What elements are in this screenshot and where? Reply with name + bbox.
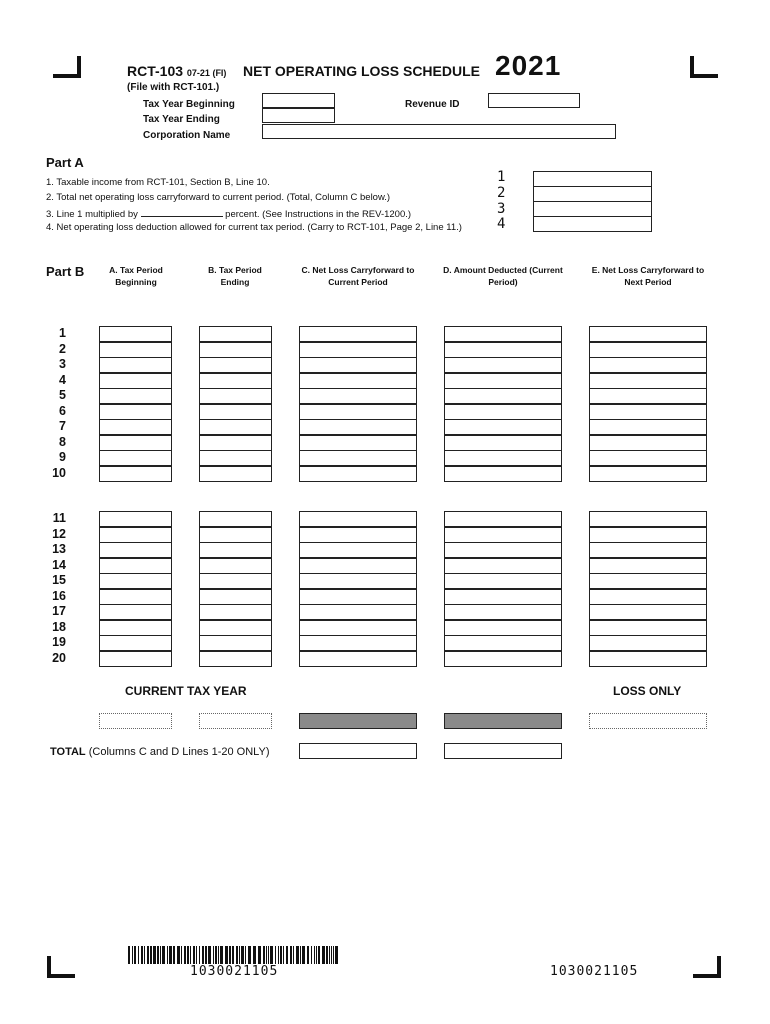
row-6-column-e-field[interactable] (589, 404, 707, 420)
row-5-column-b-field[interactable] (199, 388, 272, 404)
row-18-column-c-field[interactable] (299, 620, 417, 636)
current-year-column-e-field[interactable] (589, 713, 707, 729)
part-a-line-2-text: 2. Total net operating loss carryforward to current period. (Total, Column C below.) (46, 192, 391, 203)
row-15-column-d-field[interactable] (444, 573, 562, 589)
row-8-column-d-field[interactable] (444, 435, 562, 451)
row-7-column-b-field[interactable] (199, 419, 272, 435)
tax-year-beginning-label: Tax Year Beginning (143, 99, 235, 110)
row-3-column-d-field[interactable] (444, 357, 562, 373)
row-5-column-c-field[interactable] (299, 388, 417, 404)
row-10-column-e-field[interactable] (589, 466, 707, 482)
row-1-column-b-field[interactable] (199, 326, 272, 342)
row-number: 15 (52, 573, 66, 587)
row-19-column-b-field[interactable] (199, 635, 272, 651)
current-year-column-a-field[interactable] (99, 713, 172, 729)
row-7-column-d-field[interactable] (444, 419, 562, 435)
row-9-column-e-field[interactable] (589, 450, 707, 466)
part-a-heading: Part A (46, 155, 84, 170)
part-a-line-3-text (46, 207, 411, 220)
row-number: 12 (52, 526, 66, 541)
row-6-column-d-field[interactable] (444, 404, 562, 420)
row-15-column-c-field[interactable] (299, 573, 417, 589)
row-1-column-a-field[interactable] (99, 326, 172, 342)
row-9-column-d-field[interactable] (444, 450, 562, 466)
row-17-column-c-field[interactable] (299, 604, 417, 620)
part-a-line-4-text: 4. Net operating loss deduction allowed for current tax period. (Carry to RCT-101, Page 2, Line 11.) (46, 222, 462, 233)
row-number: 16 (52, 588, 66, 603)
part-a-line-4-number: 4 (497, 216, 507, 232)
total-row-label (50, 746, 269, 758)
row-number: 5 (59, 388, 66, 402)
row-3-column-a-field[interactable] (99, 357, 172, 373)
row-9-column-c-field[interactable] (299, 450, 417, 466)
row-7-column-a-field[interactable] (99, 419, 172, 435)
row-12-column-e-field[interactable] (589, 527, 707, 543)
tax-year-beginning-field[interactable] (262, 93, 335, 108)
tax-year-ending-field[interactable] (262, 108, 335, 123)
row-7-column-e-field[interactable] (589, 419, 707, 435)
row-8-column-c-field[interactable] (299, 435, 417, 451)
row-3-column-c-field[interactable] (299, 357, 417, 373)
row-20-column-b-field[interactable] (199, 651, 272, 667)
row-19-column-c-field[interactable] (299, 635, 417, 651)
part-a-line-1-text: 1. Taxable income from RCT-101, Section B, Line 10. (46, 177, 270, 188)
row-9-column-a-field[interactable] (99, 450, 172, 466)
row-number: 14 (52, 557, 66, 572)
row-number: 9 (59, 450, 66, 464)
revenue-id-label: Revenue ID (405, 99, 460, 110)
form-number (127, 63, 226, 79)
current-tax-year-label: CURRENT TAX YEAR (125, 684, 247, 698)
row-9-column-b-field[interactable] (199, 450, 272, 466)
row-14-column-b-field[interactable] (199, 558, 272, 574)
corner-mark-bottom-right (693, 956, 723, 978)
row-11-column-b-field[interactable] (199, 511, 272, 527)
total-column-c-field[interactable] (299, 743, 417, 759)
row-13-column-d-field[interactable] (444, 542, 562, 558)
row-20-column-d-field[interactable] (444, 651, 562, 667)
row-18-column-b-field[interactable] (199, 620, 272, 636)
percent-blank-field[interactable] (141, 207, 223, 217)
column-b-header: B. Tax Period Ending (208, 265, 262, 287)
row-18-column-a-field[interactable] (99, 620, 172, 636)
row-13-column-e-field[interactable] (589, 542, 707, 558)
row-14-column-c-field[interactable] (299, 558, 417, 574)
row-6-column-c-field[interactable] (299, 404, 417, 420)
total-column-d-field[interactable] (444, 743, 562, 759)
corner-mark-top-right (688, 56, 718, 78)
row-1-column-e-field[interactable] (589, 326, 707, 342)
part-a-line-3-before: 3. Line 1 multiplied by (46, 209, 138, 220)
barcode-icon (128, 946, 340, 966)
row-8-column-e-field[interactable] (589, 435, 707, 451)
corner-mark-bottom-left (45, 956, 75, 978)
row-1-column-d-field[interactable] (444, 326, 562, 342)
row-16-column-e-field[interactable] (589, 589, 707, 605)
row-5-column-d-field[interactable] (444, 388, 562, 404)
row-19-column-e-field[interactable] (589, 635, 707, 651)
row-16-column-c-field[interactable] (299, 589, 417, 605)
row-12-column-d-field[interactable] (444, 527, 562, 543)
row-number: 2 (59, 341, 66, 356)
barcode-number: 1030021105 (190, 964, 279, 979)
row-19-column-a-field[interactable] (99, 635, 172, 651)
current-year-column-c-shaded (299, 713, 417, 729)
file-with-note: (File with RCT-101.) (127, 82, 220, 93)
part-a-line-1-field[interactable] (533, 171, 652, 187)
row-12-column-c-field[interactable] (299, 527, 417, 543)
row-5-column-a-field[interactable] (99, 388, 172, 404)
row-8-column-a-field[interactable] (99, 435, 172, 451)
row-6-column-b-field[interactable] (199, 404, 272, 420)
row-number: 8 (59, 434, 66, 449)
row-number: 7 (59, 419, 66, 433)
row-number: 3 (59, 357, 66, 371)
row-number: 20 (52, 650, 66, 665)
tax-year-ending-label: Tax Year Ending (143, 114, 220, 125)
part-a-line-2-field[interactable] (533, 186, 652, 202)
form-revision: 07-21 (FI) (186, 68, 227, 78)
column-e-header: E. Net Loss Carryforward to Next Period (591, 265, 705, 287)
row-13-column-b-field[interactable] (199, 542, 272, 558)
row-2-column-d-field[interactable] (444, 342, 562, 358)
row-13-column-c-field[interactable] (299, 542, 417, 558)
row-4-column-e-field[interactable] (589, 373, 707, 389)
column-a-header: A. Tax Period Beginning (109, 265, 163, 287)
corporation-name-label: Corporation Name (143, 130, 231, 141)
row-15-column-b-field[interactable] (199, 573, 272, 589)
row-10-column-a-field[interactable] (99, 466, 172, 482)
part-a-line-1-number: 1 (497, 169, 507, 185)
part-b-heading: Part B (46, 264, 85, 279)
row-2-column-a-field[interactable] (99, 342, 172, 358)
row-11-column-e-field[interactable] (589, 511, 707, 527)
row-number: 4 (59, 372, 66, 387)
part-a-line-2-number: 2 (497, 185, 507, 201)
row-10-column-c-field[interactable] (299, 466, 417, 482)
column-d-header: D. Amount Deducted (Current Period) (443, 265, 563, 287)
row-14-column-e-field[interactable] (589, 558, 707, 574)
row-18-column-d-field[interactable] (444, 620, 562, 636)
row-13-column-a-field[interactable] (99, 542, 172, 558)
row-11-column-c-field[interactable] (299, 511, 417, 527)
current-year-column-d-shaded (444, 713, 562, 729)
total-note: (Columns C and D Lines 1-20 ONLY) (88, 746, 270, 758)
row-12-column-a-field[interactable] (99, 527, 172, 543)
row-2-column-e-field[interactable] (589, 342, 707, 358)
row-11-column-d-field[interactable] (444, 511, 562, 527)
column-c-header: C. Net Loss Carryforward to Current Period (301, 265, 415, 287)
part-a-line-3-field[interactable] (533, 201, 652, 217)
row-2-column-c-field[interactable] (299, 342, 417, 358)
row-16-column-b-field[interactable] (199, 589, 272, 605)
row-19-column-d-field[interactable] (444, 635, 562, 651)
row-20-column-e-field[interactable] (589, 651, 707, 667)
row-number: 1 (59, 326, 66, 340)
row-20-column-a-field[interactable] (99, 651, 172, 667)
row-8-column-b-field[interactable] (199, 435, 272, 451)
row-18-column-e-field[interactable] (589, 620, 707, 636)
row-10-column-d-field[interactable] (444, 466, 562, 482)
loss-only-label: LOSS ONLY (613, 684, 682, 698)
row-15-column-e-field[interactable] (589, 573, 707, 589)
form-year: 2021 (495, 50, 562, 81)
row-17-column-d-field[interactable] (444, 604, 562, 620)
row-16-column-a-field[interactable] (99, 589, 172, 605)
row-number: 13 (52, 542, 66, 556)
row-number: 18 (52, 619, 66, 634)
row-1-column-c-field[interactable] (299, 326, 417, 342)
row-4-column-c-field[interactable] (299, 373, 417, 389)
corner-mark-top-left (53, 56, 83, 78)
row-17-column-a-field[interactable] (99, 604, 172, 620)
row-20-column-c-field[interactable] (299, 651, 417, 667)
part-a-line-3-after: percent. (See Instructions in the REV-1200.) (225, 209, 412, 220)
row-10-column-b-field[interactable] (199, 466, 272, 482)
row-16-column-d-field[interactable] (444, 589, 562, 605)
part-a-line-3-number: 3 (497, 201, 507, 217)
row-5-column-e-field[interactable] (589, 388, 707, 404)
row-17-column-b-field[interactable] (199, 604, 272, 620)
row-3-column-b-field[interactable] (199, 357, 272, 373)
row-number: 19 (52, 635, 66, 649)
form-code-right: 1030021105 (550, 964, 639, 979)
total-label: TOTAL (50, 746, 86, 758)
row-11-column-a-field[interactable] (99, 511, 172, 527)
row-15-column-a-field[interactable] (99, 573, 172, 589)
part-a-line-4-field[interactable] (533, 216, 652, 232)
row-number: 11 (52, 511, 66, 525)
row-6-column-a-field[interactable] (99, 404, 172, 420)
row-12-column-b-field[interactable] (199, 527, 272, 543)
row-4-column-b-field[interactable] (199, 373, 272, 389)
row-number: 17 (52, 604, 66, 618)
corporation-name-field[interactable] (262, 124, 616, 139)
row-4-column-a-field[interactable] (99, 373, 172, 389)
row-14-column-d-field[interactable] (444, 558, 562, 574)
form-title: NET OPERATING LOSS SCHEDULE (243, 63, 480, 79)
revenue-id-field[interactable] (488, 93, 580, 108)
row-7-column-c-field[interactable] (299, 419, 417, 435)
form-number-text: RCT-103 (127, 63, 184, 79)
row-number: 10 (52, 465, 66, 480)
row-14-column-a-field[interactable] (99, 558, 172, 574)
row-4-column-d-field[interactable] (444, 373, 562, 389)
row-3-column-e-field[interactable] (589, 357, 707, 373)
row-17-column-e-field[interactable] (589, 604, 707, 620)
row-2-column-b-field[interactable] (199, 342, 272, 358)
row-number: 6 (59, 403, 66, 418)
current-year-column-b-field[interactable] (199, 713, 272, 729)
